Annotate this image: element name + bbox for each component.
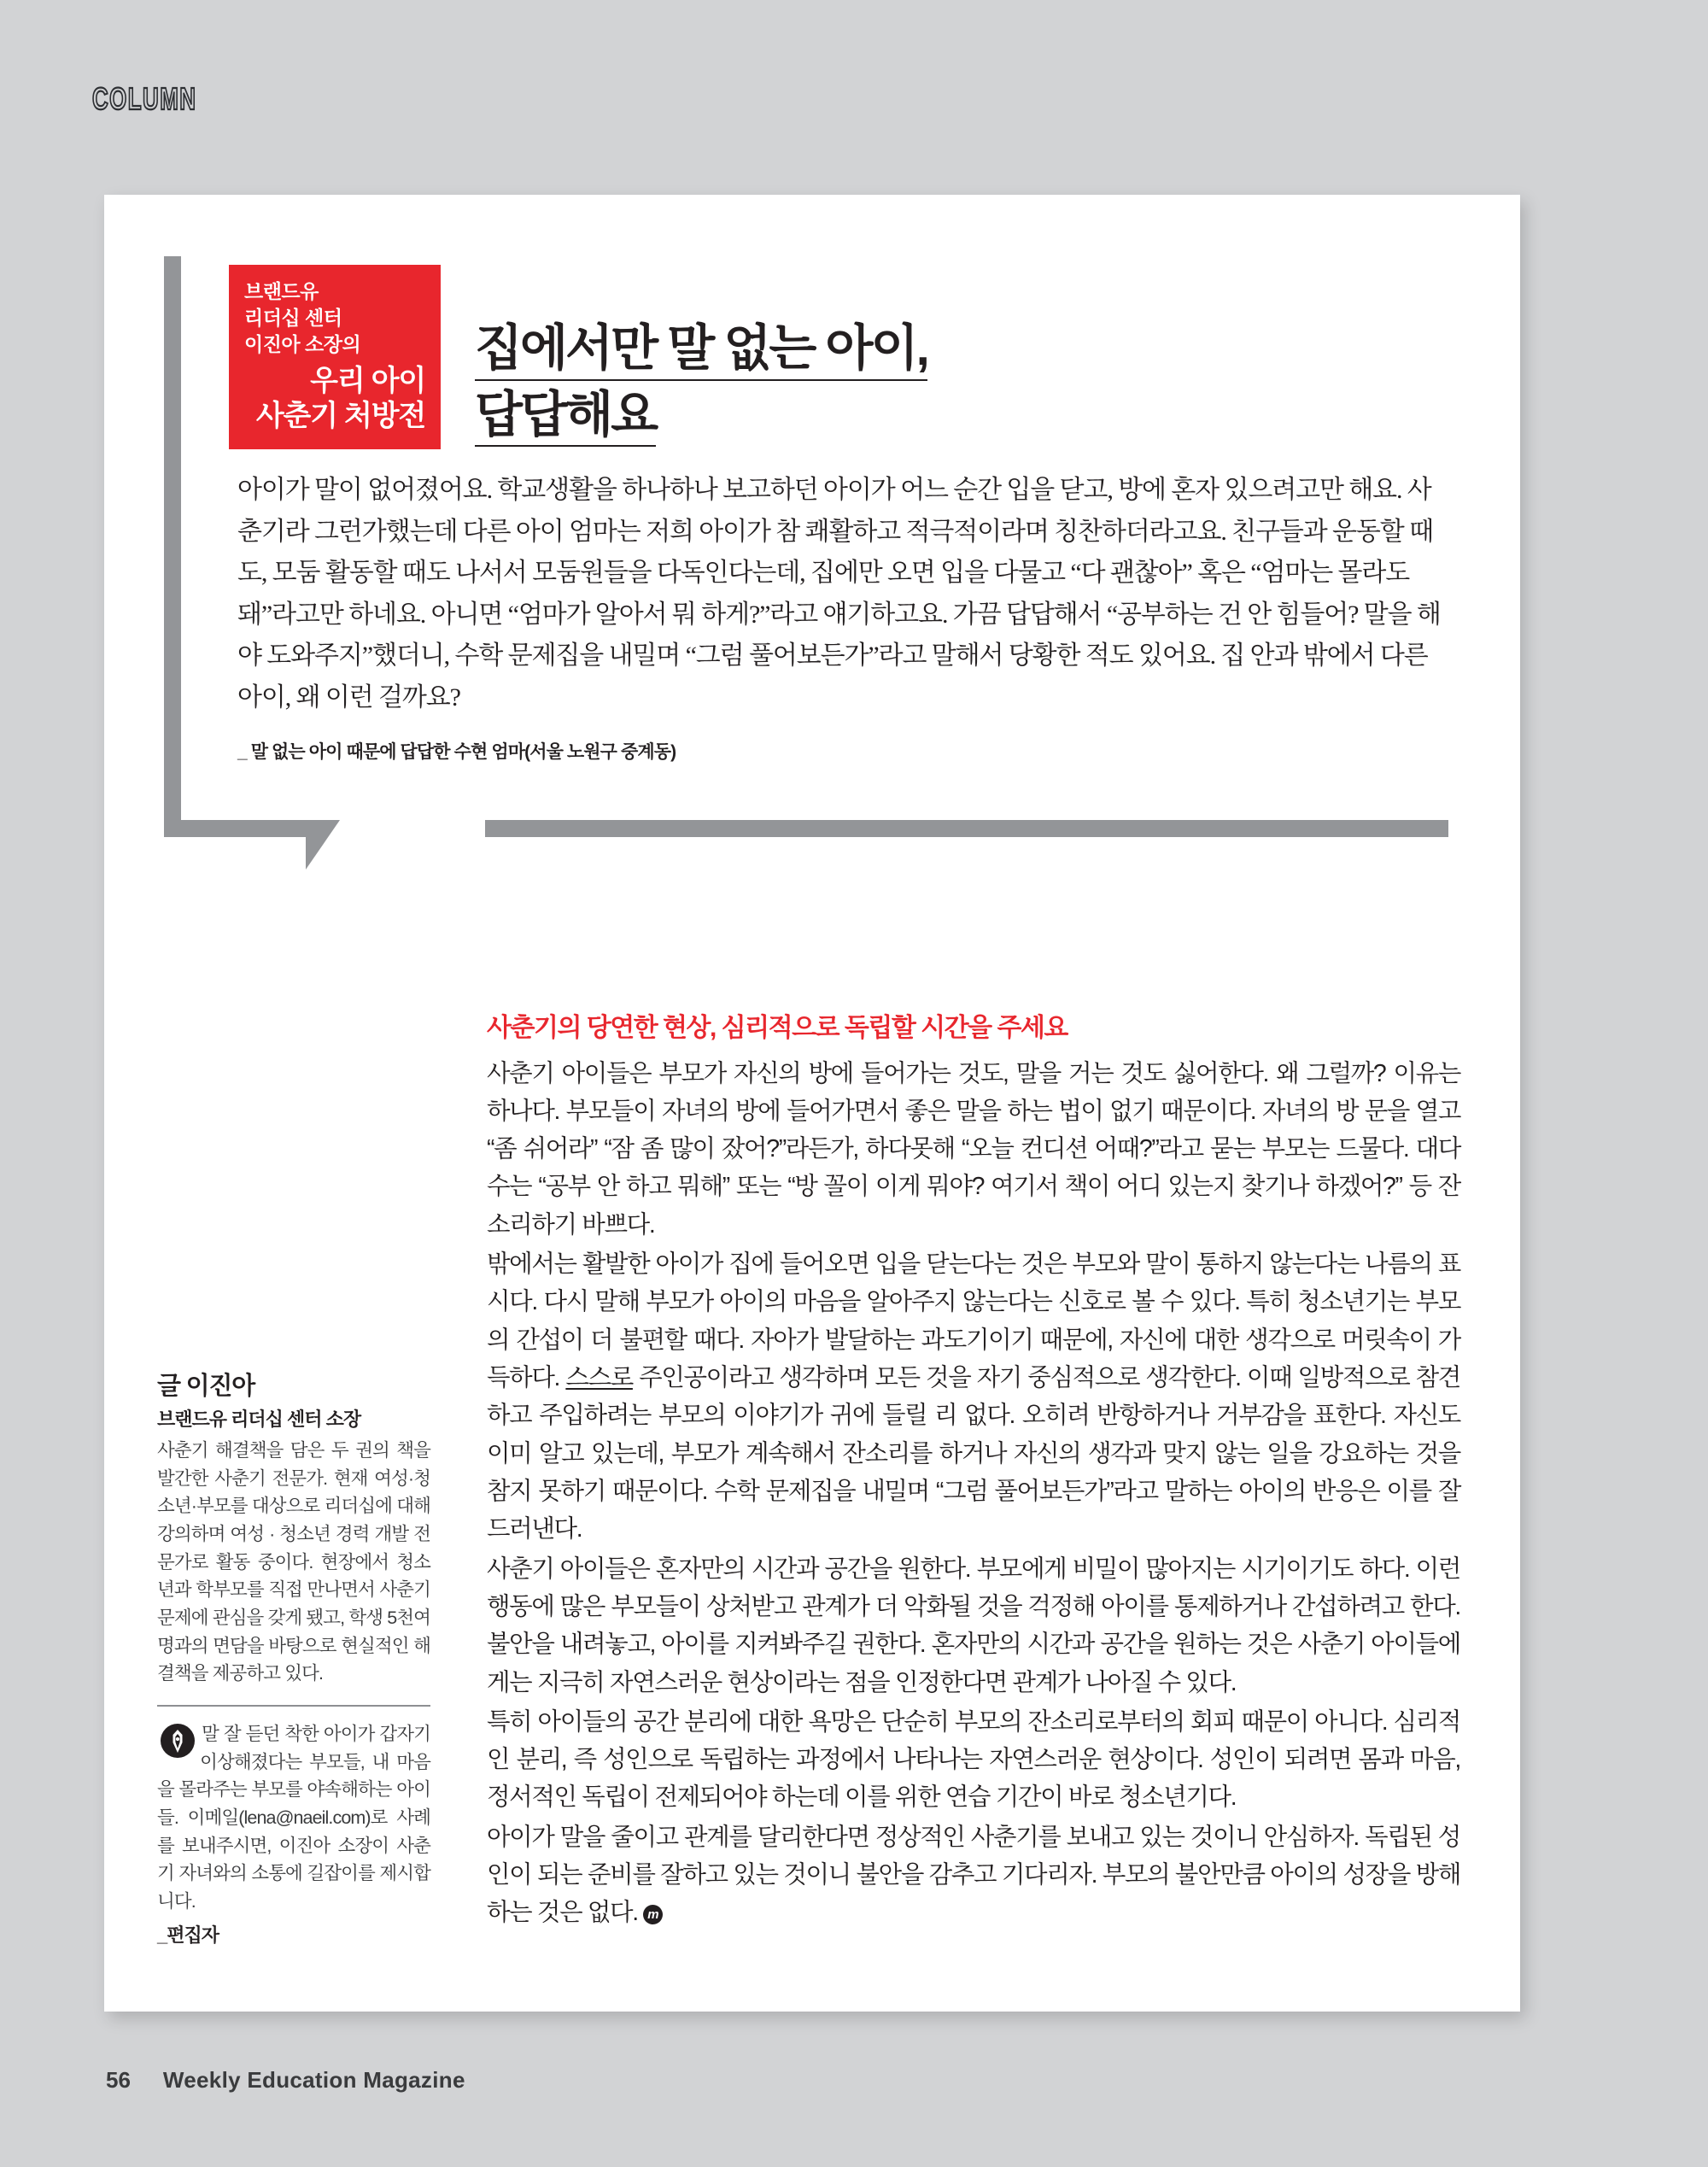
article-headline bbox=[475, 320, 1073, 447]
body-paragraph-2: 밖에서는 활발한 아이가 집에 들어오면 입을 닫는다는 것은 부모와 말이 통하지 않는다는 나름의 표시다. 다시 말해 부모가 아이의 마음을 알아주지 않는다는 신호로 볼 수 있다. 특히 청소년기는 부모의 간섭이 더 불편할 때다. 자아가 발달하는 과도기이기 때문에, 자신에 대한 생각으로 머릿속이 가득하다. 스스로 주인공이라고 생각하며 모든 것을 자기 중심적으로 생각한다. 이때 일방적으로 참견하고 주입하려는 부모의 이야기가 귀에 들릴 리 없다. 오히려 반항하거나 거부감을 표한다. 자신도 이미 알고 있는데, 부모가 계속해서 잔소리를 하거나 자신의 생각과 맞지 않는 일을 강요하는 것을 참지 못하기 때문이다. 수학 문제집을 내밀며 “그럼 풀어보든가”라고 말하는 아이의 반응은 이를 잘 드러낸다. bbox=[487, 1250, 1460, 1543]
page-footer bbox=[106, 2067, 465, 2094]
editor-note bbox=[157, 1720, 430, 1916]
badge-subtitle bbox=[244, 278, 425, 357]
bubble-frame-vertical-bar bbox=[164, 256, 181, 837]
badge-line-2: 리더십 센터 bbox=[244, 306, 342, 329]
badge-big-line-2: 사춘기 처방전 bbox=[255, 400, 425, 433]
editor-signature: _편집자 bbox=[157, 1924, 219, 1946]
badge-line-1: 브랜드유 bbox=[244, 280, 319, 302]
author-sidebar bbox=[157, 1367, 430, 1947]
badge-line-3: 이진아 소장의 bbox=[244, 332, 361, 355]
body-paragraph-5: 아이가 말을 줄이고 관계를 달리한다면 정상적인 사춘기를 보내고 있는 것이니 안심하자. 독립된 성인이 되는 준비를 잘하고 있는 것이니 불안을 감추고 기다리자. 부모의 불안만큼 아이의 성장을 방해하는 것은 없다. m bbox=[487, 1823, 1460, 1927]
body-subheading: 사춘기의 당연한 현상, 심리적으로 독립할 시간을 주세요 bbox=[487, 1014, 1068, 1042]
bubble-frame-horizontal-bar bbox=[164, 820, 316, 837]
publication-name: Weekly Education Magazine bbox=[162, 2067, 465, 2093]
pen-nib-icon bbox=[161, 1724, 195, 1758]
editor-note-text: 말 잘 듣던 착한 아이가 갑자기 이상해졌다는 부모들, 내 마음을 몰라주는 부모를 야속해하는 아이들. 이메일(lena@naeil.com)로 사례를 보내주시면, 이진아 소장이 사춘기 자녀와의 소통에 길잡이를 제시합니다. bbox=[157, 1724, 430, 1912]
page-kicker: COLUMN bbox=[92, 81, 197, 116]
end-of-article-mark: m bbox=[643, 1905, 663, 1924]
headline-line-2: 답답해요 bbox=[475, 389, 656, 448]
bubble-frame-tail bbox=[306, 820, 340, 870]
badge-title bbox=[244, 364, 425, 434]
page-number: 56 bbox=[106, 2067, 131, 2093]
sidebar-divider bbox=[157, 1705, 430, 1707]
headline-line-1: 집에서만 말 없는 아이, bbox=[475, 323, 927, 381]
body-paragraph-3: 사춘기 아이들은 혼자만의 시간과 공간을 원한다. 부모에게 비밀이 많아지는 시기이기도 하다. 이런 행동에 많은 부모들이 상처받고 관계가 더 악화될 것을 걱정해 아이를 통제하거나 간섭하려고 한다. 불안을 내려놓고, 아이를 지켜봐주길 권한다. 혼자만의 시간과 공간을 원하는 것은 사춘기 아이들에게는 지극히 자연스러운 현상이라는 점을 인정한다면 관계가 나아질 수 있다. bbox=[487, 1555, 1460, 1696]
intro-credit: _ 말 없는 아이 때문에 답답한 수현 엄마(서울 노원구 중계동) bbox=[237, 741, 676, 762]
author-bio: 사춘기 해결책을 담은 두 권의 책을 발간한 사춘기 전문가. 현재 여성·청소년·부모를 대상으로 리더십에 대해 강의하며 여성 · 청소년 경력 개발 전문가로 활동 중이다. 현장에서 청소년과 학부모를 직접 만나면서 사춘기 문제에 관심을 갖게 됐고, 학생 5천여 명과의 면담을 바탕으로 현실적인 해결책을 제공하고 있다. bbox=[157, 1440, 430, 1684]
body-paragraph-4: 특히 아이들의 공간 분리에 대한 욕망은 단순히 부모의 잔소리로부터의 회피 때문이 아니다. 심리적인 분리, 즉 성인으로 독립하는 과정에서 나타나는 자연스러운 현상이다. 성인이 되려면 몸과 마음, 정서적인 독립이 전제되어야 하는데 이를 위한 연습 기간이 바로 청소년기다. bbox=[487, 1707, 1460, 1812]
badge-big-line-1: 우리 아이 bbox=[310, 365, 425, 398]
intro-block bbox=[237, 470, 1450, 764]
author-name: 글 이진아 bbox=[157, 1373, 255, 1400]
intro-paragraph: 아이가 말이 없어졌어요. 학교생활을 하나하나 보고하던 아이가 어느 순간 입을 닫고, 방에 혼자 있으려고만 해요. 사춘기라 그런가했는데 다른 아이 엄마는 저희 아이가 참 쾌활하고 적극적이라며 칭찬하더라고요. 친구들과 운동할 때도, 모둠 활동할 때도 나서서 모둠원들을 다독인다는데, 집에만 오면 입을 다물고 “다 괜찮아” 혹은 “엄마는 몰라도 돼”라고만 하네요. 아니면 “엄마가 알아서 뭐 하게?”라고 얘기하고요. 가끔 답답해서 “공부하는 건 안 힘들어? 말을 해야 도와주지”했더니, 수학 문제집을 내밀며 “그럼 풀어보든가”라고 말해서 당황한 적도 있어요. 집 안과 밖에서 다른 아이, 왜 이런 걸까요? bbox=[237, 476, 1441, 712]
bubble-frame-right-rule bbox=[485, 820, 1448, 837]
author-role: 브랜드유 리더십 센터 소장 bbox=[157, 1409, 361, 1430]
underlined-phrase: 스스로 bbox=[565, 1364, 633, 1391]
article-body bbox=[487, 1012, 1460, 1934]
body-paragraph-1: 사춘기 아이들은 부모가 자신의 방에 들어가는 것도, 말을 거는 것도 싫어한다. 왜 그럴까? 이유는 하나다. 부모들이 자녀의 방에 들어가면서 좋은 말을 하는 법이 없기 때문이다. 자녀의 방 문을 열고 “좀 쉬어라” “잠 좀 많이 잤어?”라든가, 하다못해 “오늘 컨디션 어때?”라고 묻는 부모는 드물다. 대다수는 “공부 안 하고 뭐해” 또는 “방 꼴이 이게 뭐야? 여기서 책이 어디 있는지 찾기나 하겠어?” 등 잔소리하기 바쁘다. bbox=[487, 1059, 1460, 1239]
series-badge bbox=[229, 265, 441, 449]
